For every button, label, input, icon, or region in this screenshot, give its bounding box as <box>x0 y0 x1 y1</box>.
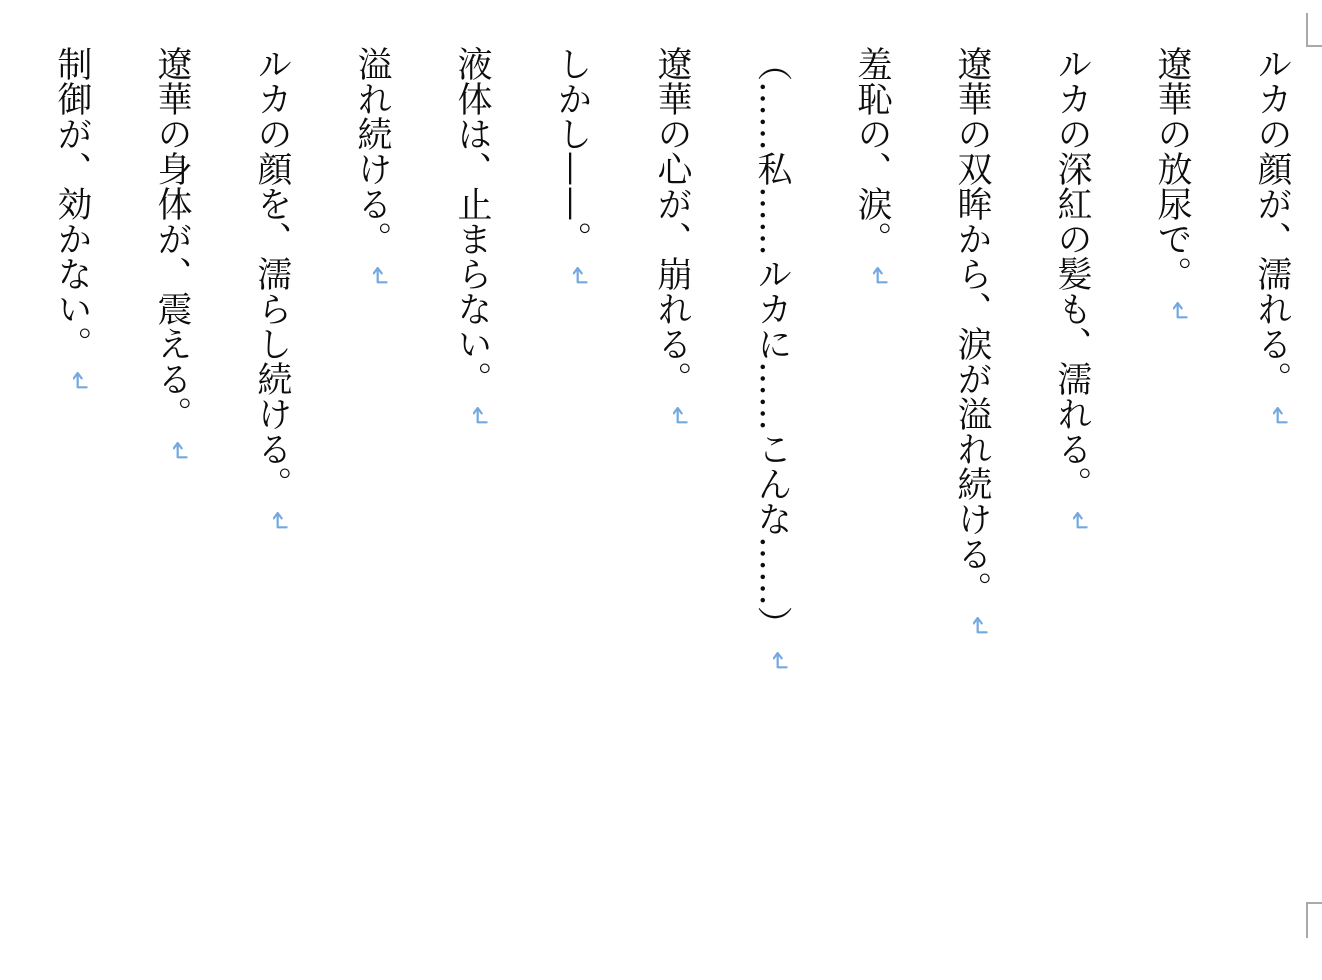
return-arrow-icon <box>573 265 590 286</box>
return-arrow-icon <box>373 265 390 286</box>
line-text: 遼華の放尿で。 <box>1152 46 1192 291</box>
text-line[interactable] <box>222 46 322 903</box>
line-text: ルカの深紅の髪も、濡れる。 <box>1052 46 1092 501</box>
text-line[interactable] <box>722 46 822 903</box>
line-text: 遼華の心が、崩れる。 <box>652 46 692 396</box>
return-arrow-icon <box>1073 510 1090 531</box>
return-arrow-icon <box>473 405 490 426</box>
return-arrow-icon <box>873 265 890 286</box>
return-arrow-icon <box>773 650 790 671</box>
line-text: ルカの顔が、濡れる。 <box>1252 46 1292 396</box>
text-boundary-corner-top-right <box>1306 13 1322 47</box>
return-arrow-icon <box>973 615 990 636</box>
text-line[interactable] <box>1022 46 1122 903</box>
return-arrow-icon <box>173 440 190 461</box>
line-text: 液体は、止まらない。 <box>452 46 492 396</box>
return-arrow-icon <box>673 405 690 426</box>
line-text: 羞恥の、涙。 <box>852 46 892 256</box>
text-line[interactable] <box>422 46 522 903</box>
line-text: 遼華の双眸から、涙が溢れ続ける。 <box>952 46 992 606</box>
line-text: 遼華の身体が、震える。 <box>152 46 192 431</box>
text-line[interactable] <box>1122 46 1222 903</box>
text-line[interactable] <box>922 46 1022 903</box>
return-arrow-icon <box>73 370 90 391</box>
text-line[interactable] <box>522 46 622 903</box>
return-arrow-icon <box>1273 405 1290 426</box>
text-line[interactable] <box>22 46 122 903</box>
line-text: ルカの顔を、濡らし続ける。 <box>252 46 292 501</box>
line-text: （……私……ルカに……こんな……） <box>752 46 792 641</box>
return-arrow-icon <box>273 510 290 531</box>
text-line[interactable] <box>322 46 422 903</box>
text-line[interactable] <box>622 46 722 903</box>
vertical-text-flow <box>22 46 1322 903</box>
line-text: 溢れ続ける。 <box>352 46 392 256</box>
line-text: 制御が、効かない。 <box>52 46 92 361</box>
text-line[interactable] <box>122 46 222 903</box>
text-boundary-corner-bottom-right <box>1306 902 1322 938</box>
text-line[interactable] <box>1222 46 1322 903</box>
return-arrow-icon <box>1173 300 1190 321</box>
line-text: しかし——。 <box>552 46 592 256</box>
text-line[interactable] <box>822 46 922 903</box>
